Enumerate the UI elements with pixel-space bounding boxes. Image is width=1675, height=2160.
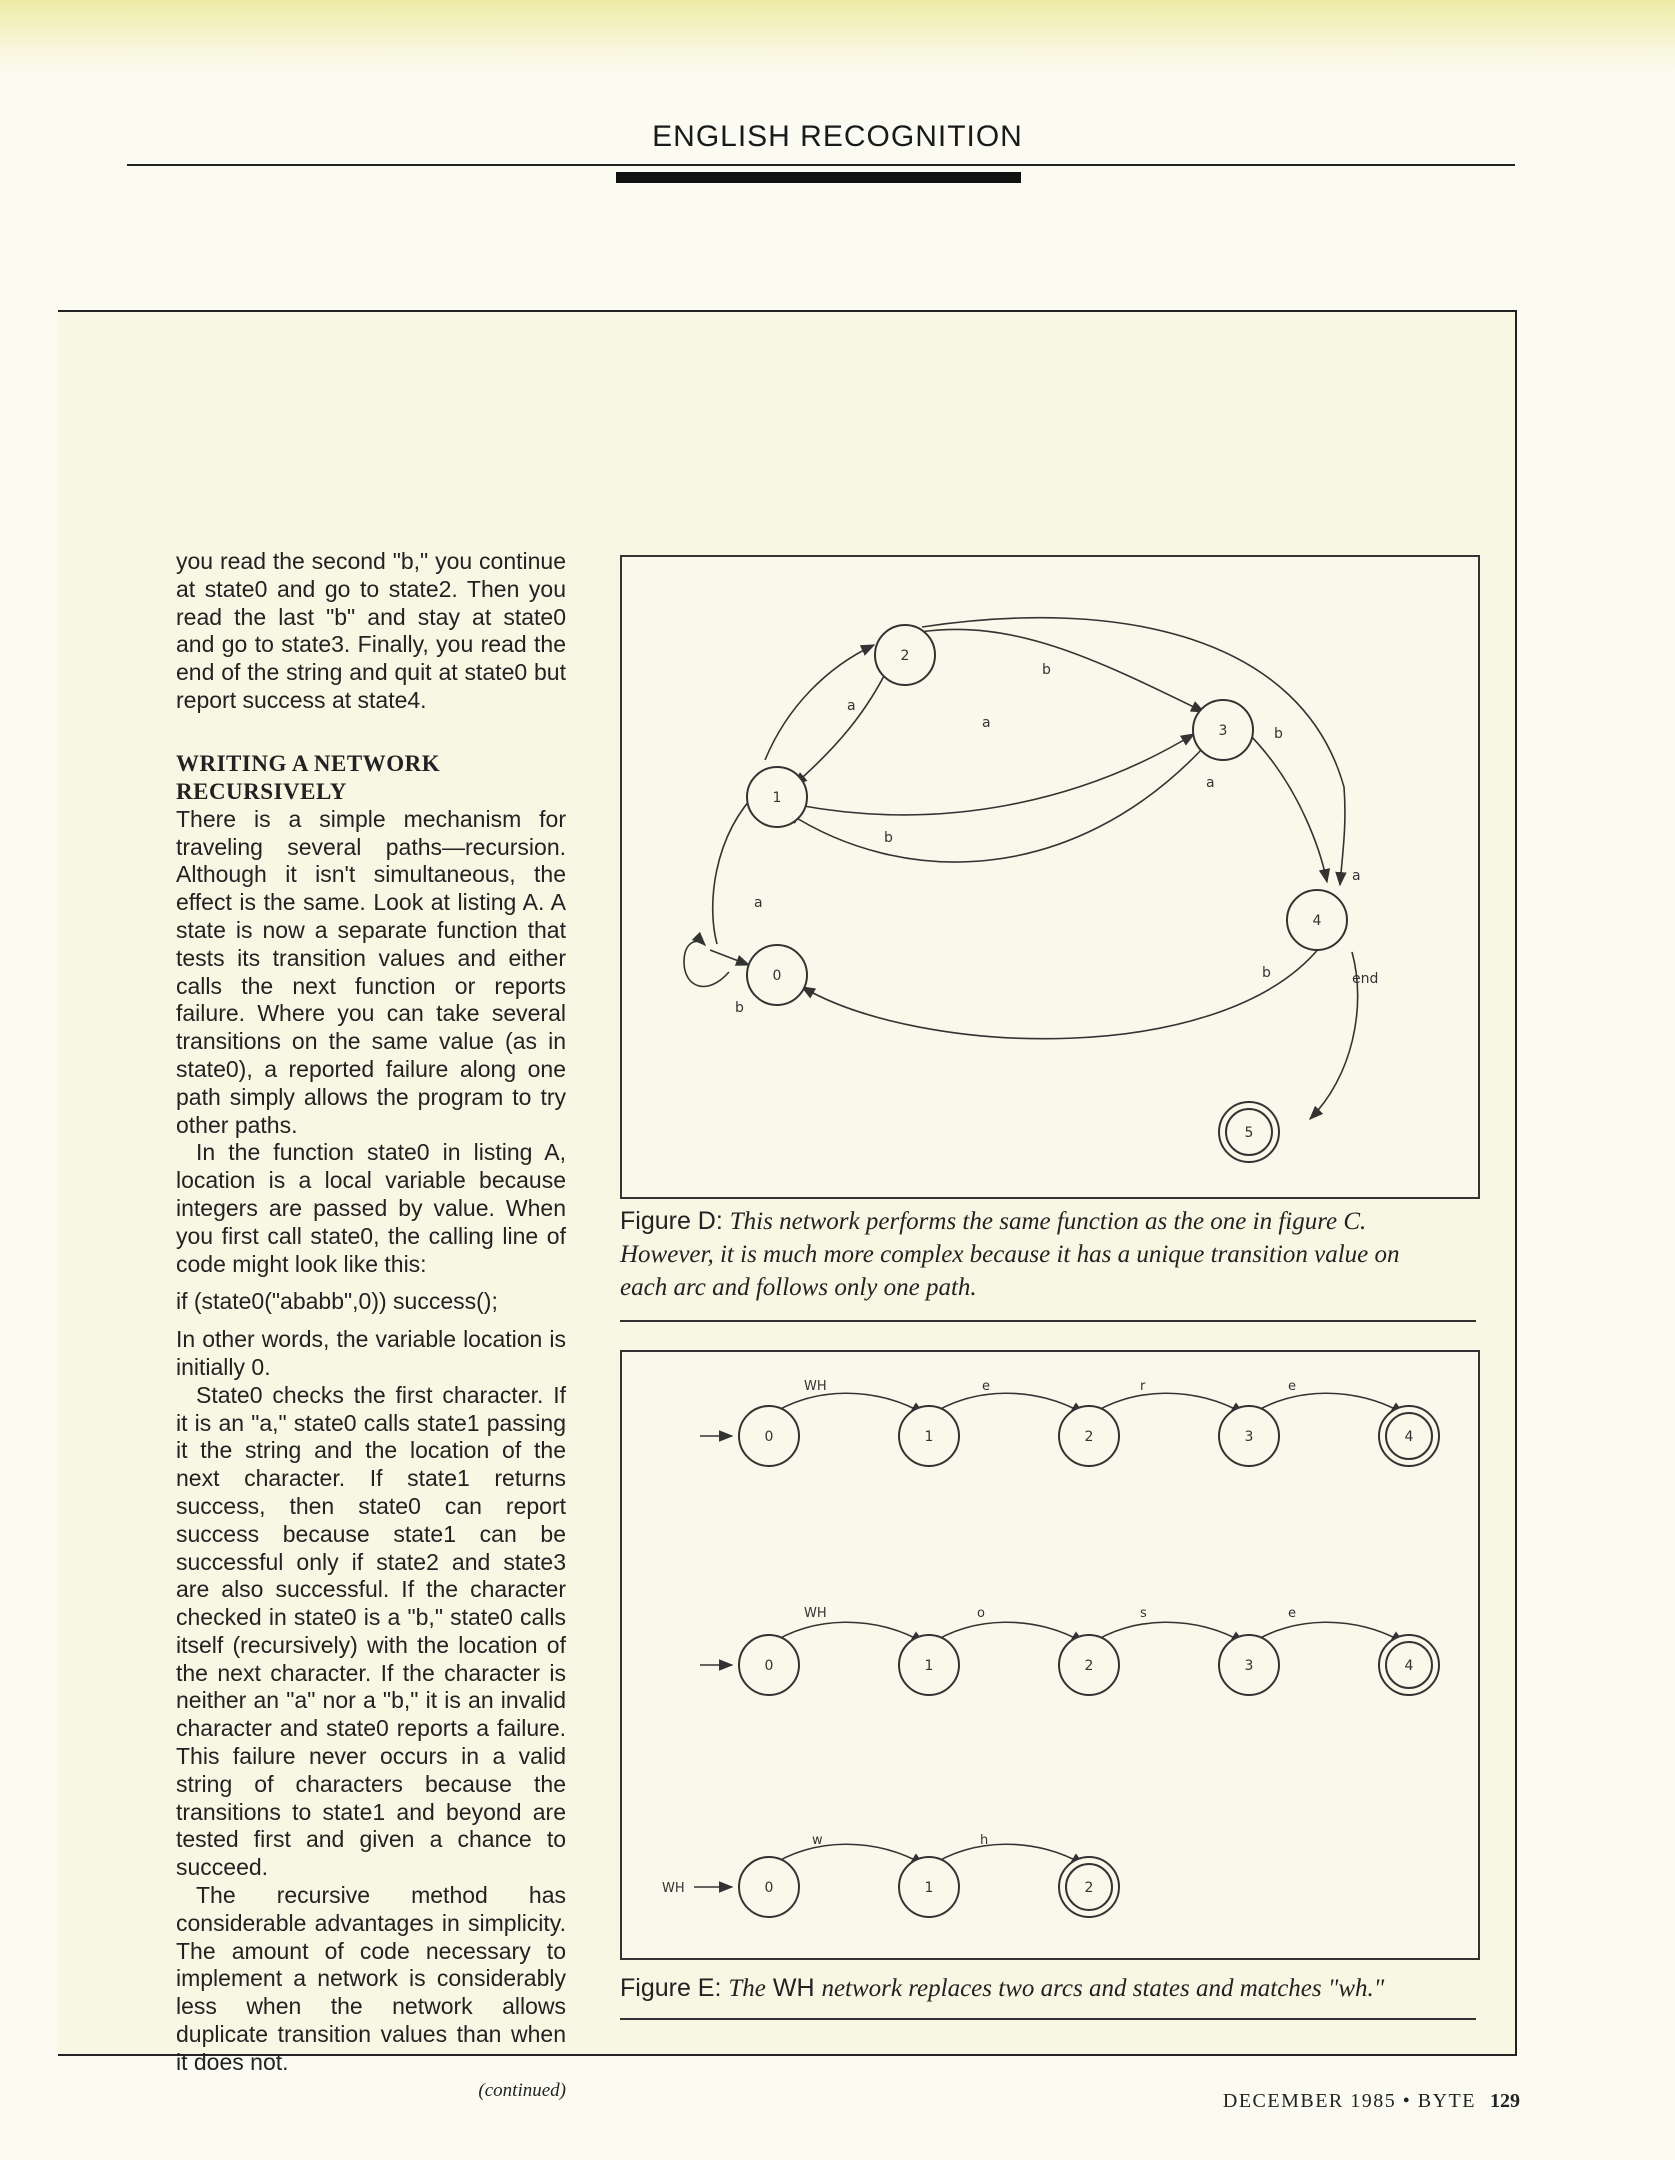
state-3 <box>1193 700 1253 760</box>
arc-3-1 <box>787 747 1204 862</box>
arc-label: e <box>982 1379 990 1394</box>
arc-label: b <box>735 1000 744 1016</box>
arc <box>1089 1622 1244 1645</box>
state-final <box>1379 1406 1439 1466</box>
state-label: 4 <box>1404 1429 1414 1445</box>
arc-label: b <box>1274 726 1283 742</box>
arc <box>769 1622 924 1645</box>
arc <box>929 1844 1084 1867</box>
state-label: 5 <box>1244 1125 1254 1141</box>
figure-e-diagram <box>622 1352 1478 1958</box>
state <box>1219 1635 1279 1695</box>
article-text-column <box>176 548 566 2104</box>
state-label: 1 <box>924 1658 934 1674</box>
arc-label: o <box>977 1606 985 1621</box>
state-4 <box>1287 890 1347 950</box>
figure-e-box <box>620 1350 1480 1960</box>
arc-2-1 <box>794 664 890 785</box>
state-label: 1 <box>924 1429 934 1445</box>
figure-d-caption <box>620 1205 1450 1304</box>
state-label: 0 <box>764 1880 774 1896</box>
state-label: 2 <box>1084 1658 1094 1674</box>
arc-label: a <box>1206 775 1215 791</box>
arc <box>769 1393 924 1416</box>
arc-label: end <box>1352 971 1379 987</box>
caption-rule <box>620 1320 1476 1322</box>
arc-label: h <box>980 1833 989 1848</box>
state-1 <box>747 767 807 827</box>
row-were <box>700 1379 1439 1466</box>
arc-label: b <box>884 830 893 846</box>
arc-label: s <box>1140 1606 1147 1621</box>
arc <box>1249 1622 1404 1645</box>
page-footer <box>1100 2090 1520 2113</box>
caption-text: The <box>728 1975 766 2002</box>
state <box>739 1635 799 1695</box>
caption-rule <box>620 2018 1476 2020</box>
arc-3-4 <box>1247 732 1327 882</box>
state-2 <box>875 625 935 685</box>
arc-label: b <box>1042 662 1051 678</box>
arc-0-0-loop <box>684 941 729 986</box>
state-final <box>1059 1857 1119 1917</box>
code-line: if (state0("ababb",0)) success(); <box>176 1288 498 1315</box>
arc-label: a <box>754 895 763 911</box>
arc-4-0 <box>802 947 1320 1039</box>
arc-label: w <box>812 1833 823 1848</box>
arc-label: a <box>1352 868 1361 884</box>
caption-label: Figure D: <box>620 1207 723 1235</box>
paragraph: The recursive method has considerable advantages in simplicity. The amount of code necessary to implement a network is considerably less when the network allows duplicate transition values than when it does not. <box>176 1882 566 2075</box>
page-top-band <box>0 0 1675 75</box>
entry-arrow <box>710 950 749 965</box>
arc-4-5 <box>1310 952 1358 1119</box>
arc-label: WH <box>804 1379 827 1394</box>
state <box>899 1635 959 1695</box>
arc <box>929 1622 1084 1645</box>
arc-label: WH <box>804 1606 827 1621</box>
state <box>739 1857 799 1917</box>
state <box>739 1406 799 1466</box>
state-label: 3 <box>1218 723 1228 739</box>
paragraph: There is a simple mechanism for traveling several paths—recursion. Although it isn't simultaneous, the effect is the same. Look at listing A. A state is now a separate function that tests its transition values and either calls the next function or reports failure. Where you can take several transitions on the same value (as in state0), a reported failure along one path simply allows the program to try other paths. <box>176 805 566 1138</box>
state-label: 3 <box>1244 1429 1254 1445</box>
paragraph: In the function state0 in listing A, location is a local variable because integers are passed by value. When you first call state0, the calling line of code might look like this: <box>176 1139 566 1277</box>
state-label: 2 <box>1084 1880 1094 1896</box>
arc <box>1089 1393 1244 1416</box>
paragraph: In other words, the variable location is initially 0. <box>176 1326 566 1380</box>
page-number: 129 <box>1490 2090 1520 2112</box>
state <box>899 1406 959 1466</box>
arc-label: a <box>847 698 856 714</box>
state-label: 1 <box>924 1880 934 1896</box>
row-wh-network <box>662 1833 1119 1917</box>
arc <box>1249 1393 1404 1416</box>
state <box>1059 1406 1119 1466</box>
state <box>899 1857 959 1917</box>
paragraph: State0 checks the first character. If it is an "a," state0 calls state1 passing it the string and the location of the next character. If state1 returns success, then state0 can report success because state1 can be successful only if state2 and state3 are also successful. If the character checked in state0 is a "b," state0 calls itself (recursively) with the location of the next character. If the character is neither an "a" nor a "b," it is an invalid character and state0 reports a failure. This failure never occurs in a valid string of characters because the transitions to state1 and beyond are tested first and given a chance to succeed. <box>176 1381 566 1881</box>
arc-label: e <box>1288 1606 1296 1621</box>
figure-e-caption <box>620 1972 1476 2005</box>
state-final <box>1379 1635 1439 1695</box>
arc-label: e <box>1288 1379 1296 1394</box>
issue-line: DECEMBER 1985 • BYTE <box>1222 2090 1476 2112</box>
state-label: 4 <box>1312 913 1322 929</box>
state-label: 0 <box>772 968 782 984</box>
state-label: 2 <box>1084 1429 1094 1445</box>
arc-2-4 <box>922 618 1345 885</box>
state-label: 4 <box>1404 1658 1414 1674</box>
state-0 <box>747 945 807 1005</box>
state-label: 1 <box>772 790 782 806</box>
arc-1-3 <box>798 734 1194 815</box>
state <box>1219 1406 1279 1466</box>
paragraph: you read the second "b," you continue at state0 and go to state2. Then you read the last "b" and stay at state0 and go to state3. Finally, you read the end of the string and quit at state0 but report success at state4. <box>176 548 566 713</box>
running-head: ENGLISH RECOGNITION <box>652 120 1023 153</box>
state-label: 0 <box>764 1429 774 1445</box>
state-label: 3 <box>1244 1658 1254 1674</box>
arc-2-3 <box>920 629 1204 712</box>
continued-note: (continued) <box>478 2079 566 2101</box>
caption-label: Figure E: <box>620 1974 722 2002</box>
state-label: 2 <box>900 648 910 664</box>
header-rule <box>127 164 1515 166</box>
figure-d-diagram <box>622 557 1478 1197</box>
arc-label: a <box>982 715 991 731</box>
arc <box>769 1844 924 1867</box>
section-heading: WRITING A NETWORK RECURSIVELY <box>176 750 441 804</box>
arc-1-2 <box>765 645 874 760</box>
caption-text: This network performs the same function as the one in figure C. However, it is much more complex because it has a unique transition value on each arc and follows only one path. <box>620 1208 1400 1301</box>
figure-d-box <box>620 555 1480 1199</box>
arc-label: b <box>1262 965 1271 981</box>
arc-label: r <box>1140 1379 1146 1394</box>
state <box>1059 1635 1119 1695</box>
entry-label: WH <box>662 1881 685 1896</box>
state-label: 0 <box>764 1658 774 1674</box>
row-whose <box>700 1606 1439 1695</box>
header-bar <box>616 172 1021 183</box>
caption-text: network replaces two arcs and states and matches "wh." <box>821 1975 1385 2002</box>
caption-wh: WH <box>772 1974 815 2002</box>
state-5-final <box>1219 1102 1279 1162</box>
arc <box>929 1393 1084 1416</box>
